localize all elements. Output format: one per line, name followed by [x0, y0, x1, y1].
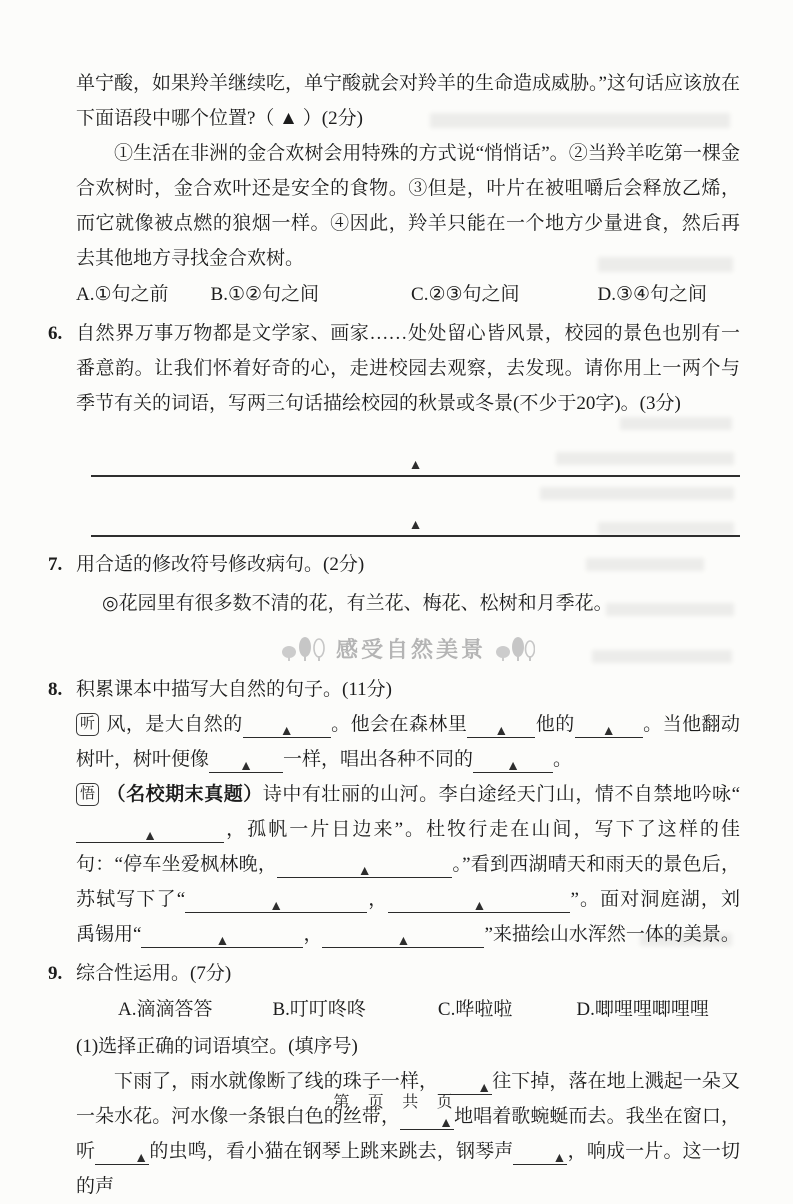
text-run: ，孤帆一片日边来”。杜牧行走在山间，写下了这样的佳句：“停车坐爱枫林晚，: [76, 819, 740, 875]
text-run: 。: [553, 749, 573, 770]
question-9-sub1: (1)选择正确的词语填空。(填序号): [76, 1036, 358, 1057]
question-6-answer-area: [91, 427, 740, 537]
answer-marker-icon: ▲: [143, 829, 157, 844]
question-6-number: 6.: [48, 323, 63, 344]
question-7-sentence: ◎花园里有很多数不清的花，有兰花、梅花、松树和月季花。: [102, 593, 613, 614]
question-8-wu-text: [76, 784, 741, 949]
answer-marker-icon: ▲: [269, 899, 284, 914]
question-5-passage: ①生活在非洲的金合欢树会用特殊的方式说“悄悄话”。②当羚羊吃第一棵金合欢树时，金合欢叶还是安全的食物。③但是，叶片在被咀嚼后会释放乙烯，而它就像被点燃的狼烟一样。④因此，羚羊只能在一个地方少量进食，然后再去其他地方寻找金合欢树。: [76, 143, 740, 269]
answer-blank[interactable]: [322, 922, 484, 948]
answer-blank[interactable]: [575, 712, 643, 738]
question-9: [48, 956, 740, 1204]
trees-icon: [495, 636, 535, 662]
answer-marker-icon: ▲: [552, 1151, 567, 1166]
section-banner-title: 感受自然美景: [335, 637, 486, 662]
question-8-title: 积累课本中描写大自然的句子。(11分): [76, 679, 392, 700]
text-run: ”来描绘山水浑然一体的美景。: [484, 924, 740, 945]
option-d[interactable]: D.唧哩哩唧哩哩: [576, 999, 709, 1020]
answer-blank[interactable]: [185, 887, 367, 913]
page-footer: 第 页 共 页: [333, 1094, 460, 1111]
trees-icon: [281, 636, 327, 662]
answer-blank[interactable]: [95, 1139, 149, 1165]
question-9-passage: [76, 1064, 740, 1204]
option-b[interactable]: B.叮叮咚咚: [272, 999, 366, 1020]
question-8-number: 8.: [48, 679, 63, 700]
question-8-listen-text: [76, 714, 740, 774]
text-run: 他的: [535, 714, 575, 735]
listen-tag-badge: 听: [76, 713, 99, 736]
answer-blank[interactable]: [473, 747, 553, 773]
answer-marker-icon: ▲: [396, 934, 411, 949]
answer-line[interactable]: [91, 487, 740, 537]
text-run: 一样，唱出各种不同的: [283, 749, 474, 770]
answer-marker-icon: ▲: [601, 724, 616, 739]
text-run: ，: [303, 924, 323, 945]
option-d[interactable]: D.③④句之间: [597, 284, 708, 305]
question-5-options: [76, 277, 740, 312]
question-8-wu: [76, 777, 740, 952]
answer-line[interactable]: [91, 427, 740, 477]
answer-marker-icon: ▲: [494, 724, 509, 739]
text-run: 往下掉，落在地上溅起一朵又一朵水花。河水像一条银白色的丝带，: [76, 1071, 740, 1127]
text-run: 。当他翻动树叶，树叶便像: [76, 714, 740, 770]
option-a[interactable]: A.①句之前: [76, 284, 169, 305]
text-run: ，响成一片。这一切的声: [76, 1141, 740, 1197]
question-7: [48, 547, 740, 621]
answer-marker-icon: ▲: [134, 1151, 149, 1166]
wu-tag-badge: 悟: [76, 783, 99, 806]
question-5-continuation: [76, 66, 740, 312]
question-9-number: 9.: [48, 963, 63, 984]
answer-marker-icon: ▲: [357, 864, 372, 879]
text-run: 。他会在森林里: [330, 714, 468, 735]
section-banner: [76, 633, 740, 664]
option-a[interactable]: A.滴滴答答: [118, 999, 213, 1020]
question-5-stem: [76, 66, 740, 136]
answer-marker-icon: ▲: [477, 1081, 492, 1096]
question-7-number: 7.: [48, 554, 63, 575]
answer-blank[interactable]: [388, 887, 570, 913]
answer-marker-icon: ▲: [506, 759, 520, 774]
answer-blank[interactable]: [467, 712, 535, 738]
answer-marker-icon: ▲: [279, 724, 294, 739]
question-8-listen: [76, 707, 740, 777]
answer-blank[interactable]: [76, 817, 224, 843]
answer-blank[interactable]: [209, 747, 283, 773]
answer-marker-icon: ▲: [472, 899, 487, 914]
text-run: ”。面对洞庭湖，刘禹锡用“: [76, 889, 740, 945]
text-run: 的虫鸣，看小猫在钢琴上跳来跳去，钢琴声: [149, 1141, 514, 1162]
question-6: [48, 316, 740, 537]
question-6-text: 自然界万事万物都是文学家、画家……处处留心皆风景，校园的景色也别有一番意韵。让我们怀着好奇的心，走进校园去观察，去发现。请你用上一两个与季节有关的词语，写两三句话描绘校园的秋景或冬景(不少于20字)。(3分): [76, 323, 740, 414]
answer-blank[interactable]: [513, 1139, 567, 1165]
answer-marker-icon: ▲: [239, 759, 253, 774]
text-run: 诗中有壮丽的山河。李白途经天门山，情不自禁地吟咏“: [262, 784, 740, 805]
answer-blank[interactable]: [243, 712, 331, 738]
answer-marker-icon: ▲: [215, 934, 230, 949]
source-label: （名校期末真题）: [106, 784, 263, 805]
answer-blank[interactable]: [277, 852, 452, 878]
option-c[interactable]: C.哗啦啦: [437, 999, 513, 1020]
answer-marker-icon: ▲: [408, 518, 423, 533]
text-run: 地唱着歌蜿蜒而去。我坐在窗口，听: [76, 1106, 740, 1162]
question-9-title: 综合性运用。(7分): [76, 963, 232, 984]
option-b[interactable]: B.①②句之间: [210, 284, 320, 305]
question-7-title: 用合适的修改符号修改病句。(2分): [76, 554, 365, 575]
answer-marker-icon: ▲: [439, 1116, 453, 1131]
question-9-options: [118, 992, 740, 1027]
text-run: 下雨了，雨水就像断了线的珠子一样，: [114, 1071, 439, 1092]
answer-blank[interactable]: [141, 922, 303, 948]
option-c[interactable]: C.②③句之间: [411, 284, 520, 305]
text-run: 。”看到西湖晴天和雨天的景色后，苏轼写下了“: [76, 854, 741, 910]
question-8: [48, 672, 741, 952]
text-run: 单宁酸，如果羚羊继续吃，单宁酸就会对羚羊的生命造成威胁。”这句话应该放在下面语段中哪个位置?（ ▲ ）(2分): [76, 73, 740, 129]
text-run: ，: [367, 889, 389, 910]
text-run: 风，是大自然的: [106, 714, 243, 735]
answer-marker-icon: ▲: [408, 458, 423, 473]
